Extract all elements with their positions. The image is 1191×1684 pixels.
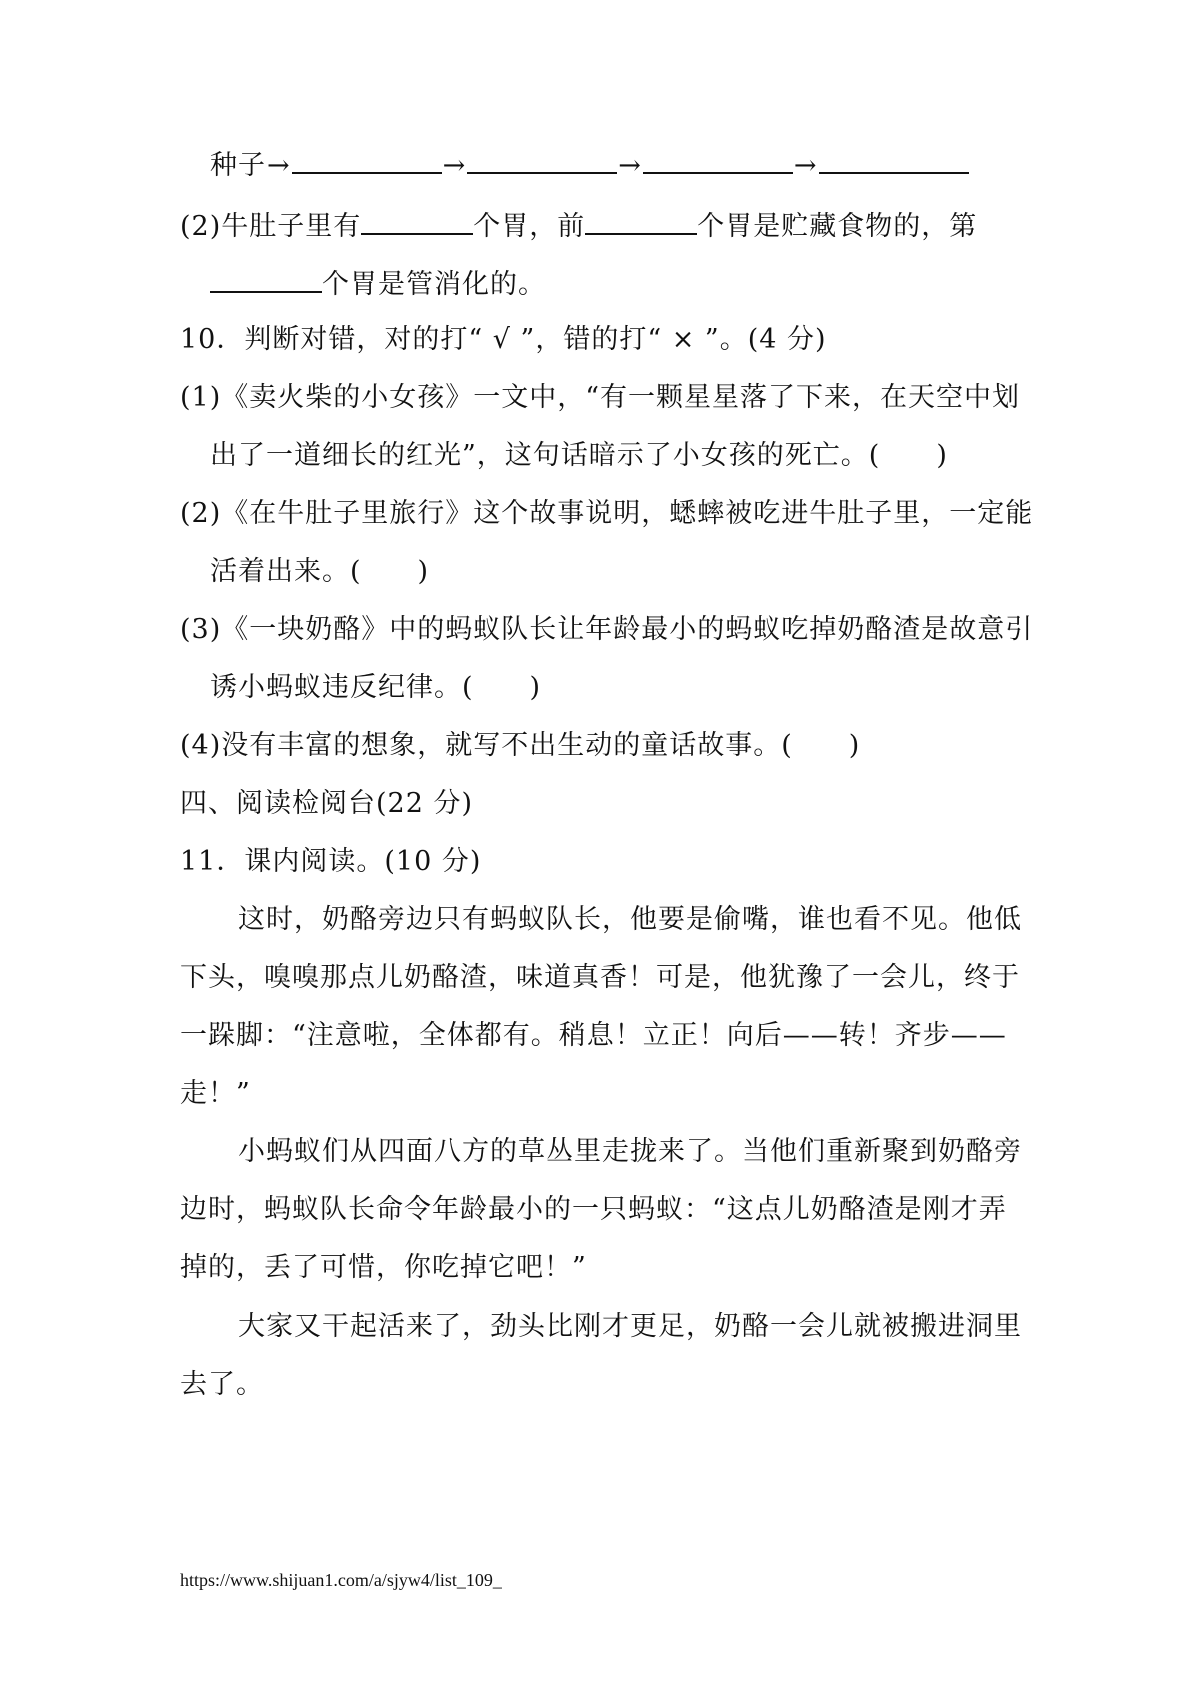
blank-seed-3[interactable]	[643, 146, 793, 174]
blank-seed-1[interactable]	[292, 146, 442, 174]
q9-part2-line2	[210, 265, 546, 302]
blank-seed-4[interactable]	[819, 146, 969, 174]
passage-p1-line4: 走！”	[180, 1078, 251, 1109]
q9-part2-line1	[180, 207, 977, 244]
passage-p2-line1: 小蚂蚁们从四面八方的草丛里走拢来了。当他们重新聚到奶酪旁	[238, 1136, 1022, 1167]
passage-p3-line1: 大家又干起活来了，劲头比刚才更足，奶酪一会儿就被搬进洞里	[238, 1311, 1022, 1342]
q10-item3-line1: (3)《一块奶酪》中的蚂蚁队长让年龄最小的蚂蚁吃掉奶酪渣是故意引	[180, 614, 1034, 645]
q10-item3-line2[interactable]: 诱小蚂蚁违反纪律。( )	[210, 672, 542, 703]
q9-part2-text-d: 个胃是管消化的。	[322, 269, 546, 300]
seed-sequence-line	[210, 146, 969, 183]
blank-digest-stomach[interactable]	[210, 265, 322, 293]
passage-p1-line3: 一跺脚：“注意啦，全体都有。稍息！立正！向后——转！齐步——	[180, 1020, 1007, 1051]
passage-p3-line2: 去了。	[180, 1369, 264, 1400]
passage-p2-line3: 掉的，丢了可惜，你吃掉它吧！”	[180, 1252, 587, 1283]
arrow-2: →	[442, 150, 467, 181]
q10-title: 10．判断对错，对的打“ √ ”，错的打“ × ”。(4 分)	[180, 324, 827, 355]
passage-p1-line1: 这时，奶酪旁边只有蚂蚁队长，他要是偷嘴，谁也看不见。他低	[238, 904, 1022, 935]
q10-item1-line2[interactable]: 出了一道细长的红光”，这句话暗示了小女孩的死亡。( )	[210, 440, 948, 471]
q10-item2-line1: (2)《在牛肚子里旅行》这个故事说明，蟋蟀被吃进牛肚子里，一定能	[180, 498, 1034, 529]
footer-url[interactable]: https://www.shijuan1.com/a/sjyw4/list_109_	[180, 1570, 502, 1590]
arrow-4: →	[793, 150, 818, 181]
seed-prefix: 种子	[210, 150, 266, 181]
arrow-1: →	[267, 150, 291, 181]
q10-item2-line2[interactable]: 活着出来。( )	[210, 556, 430, 587]
blank-seed-2[interactable]	[467, 146, 617, 174]
q10-item4-line1[interactable]: (4)没有丰富的想象，就写不出生动的童话故事。( )	[180, 730, 861, 761]
q11-title: 11．课内阅读。(10 分)	[180, 846, 482, 877]
section4-title: 四、阅读检阅台(22 分)	[180, 788, 474, 819]
q10-item1-line1: (1)《卖火柴的小女孩》一文中，“有一颗星星落了下来，在天空中划	[180, 382, 1021, 413]
q9-part2-text-a: (2)牛肚子里有	[180, 211, 362, 242]
q9-part2-text-c: 个胃是贮藏食物的，第	[697, 211, 978, 242]
passage-p2-line2: 边时，蚂蚁队长命令年龄最小的一只蚂蚁：“这点儿奶酪渣是刚才弄	[180, 1194, 1007, 1225]
passage-p1-line2: 下头，嗅嗅那点儿奶酪渣，味道真香！可是，他犹豫了一会儿，终于	[180, 962, 1020, 993]
q9-part2-text-b: 个胃，前	[473, 211, 586, 242]
arrow-3: →	[618, 150, 642, 181]
blank-storage-stomachs[interactable]	[585, 207, 697, 235]
blank-stomach-count[interactable]	[361, 207, 473, 235]
